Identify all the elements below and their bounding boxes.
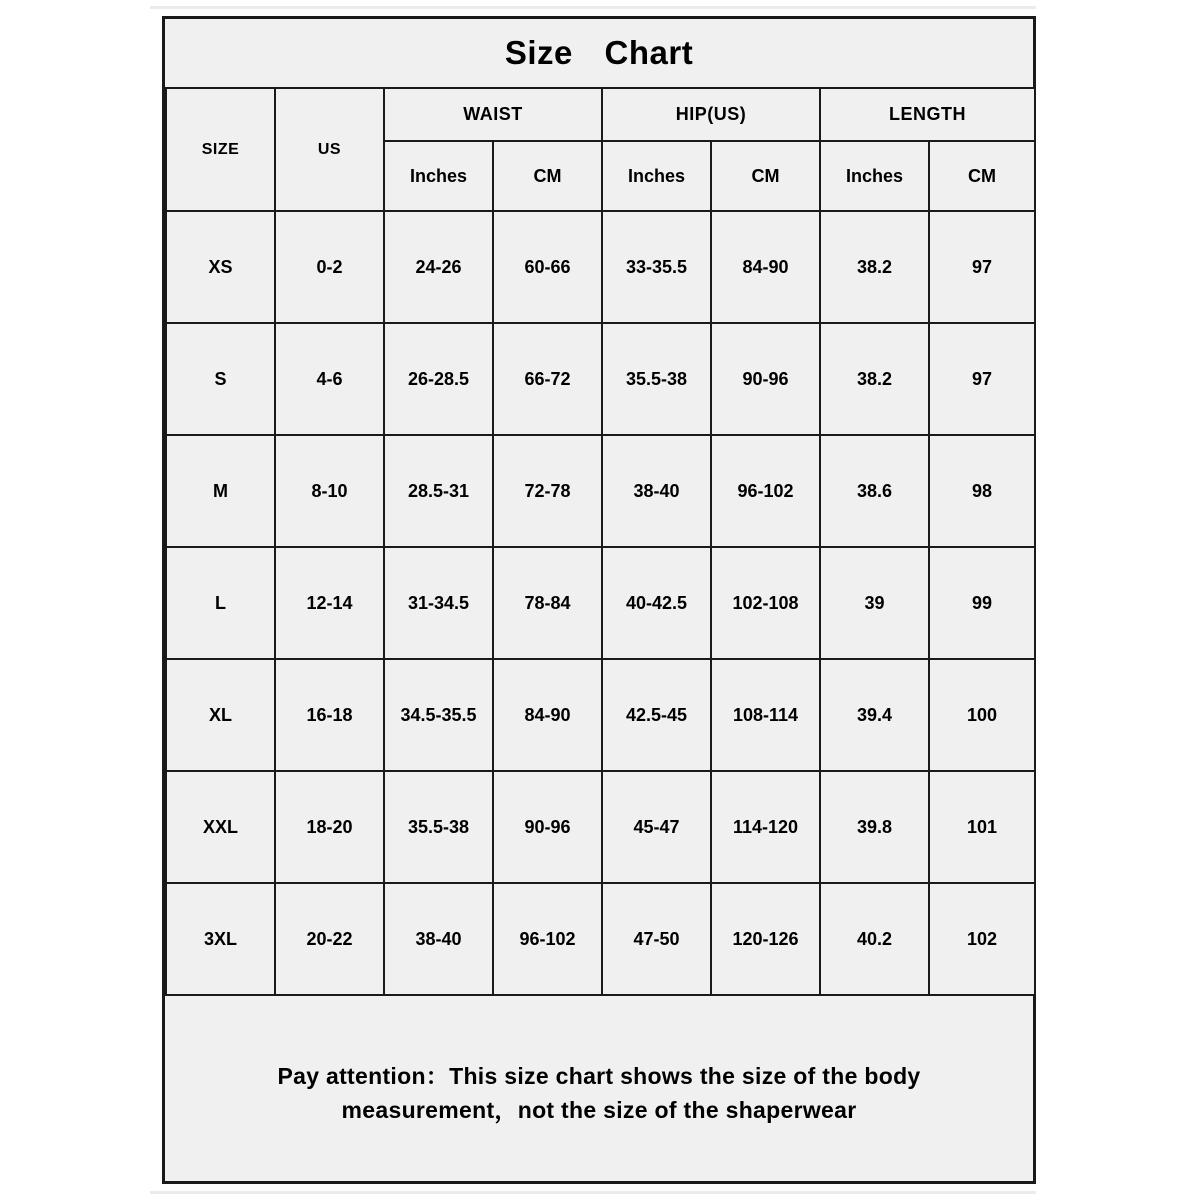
cell-length-cm: 100	[929, 659, 1035, 771]
cell-waist-inches: 34.5-35.5	[384, 659, 493, 771]
header-size: SIZE	[166, 88, 275, 211]
cell-hip-cm: 102-108	[711, 547, 820, 659]
cell-us: 20-22	[275, 883, 384, 995]
header-length: LENGTH	[820, 88, 1035, 141]
cell-length-inches: 39.4	[820, 659, 929, 771]
cell-length-cm: 97	[929, 323, 1035, 435]
attention-note	[165, 1059, 1033, 1127]
table-row	[166, 659, 1035, 771]
bottom-divider	[150, 1191, 1036, 1194]
header-length-inches: Inches	[820, 141, 929, 211]
cell-hip-cm: 90-96	[711, 323, 820, 435]
cell-waist-cm: 78-84	[493, 547, 602, 659]
cell-hip-inches: 42.5-45	[602, 659, 711, 771]
cell-hip-inches: 35.5-38	[602, 323, 711, 435]
cell-waist-cm: 96-102	[493, 883, 602, 995]
cell-size: XXL	[166, 771, 275, 883]
header-waist-inches: Inches	[384, 141, 493, 211]
cell-waist-cm: 72-78	[493, 435, 602, 547]
cell-waist-inches: 31-34.5	[384, 547, 493, 659]
cell-length-inches: 39	[820, 547, 929, 659]
cell-hip-cm: 96-102	[711, 435, 820, 547]
header-hip-cm: CM	[711, 141, 820, 211]
cell-size: S	[166, 323, 275, 435]
cell-us: 8-10	[275, 435, 384, 547]
table-row	[166, 883, 1035, 995]
cell-size: XS	[166, 211, 275, 323]
cell-waist-inches: 26-28.5	[384, 323, 493, 435]
cell-waist-inches: 24-26	[384, 211, 493, 323]
cell-waist-cm: 84-90	[493, 659, 602, 771]
cell-hip-inches: 45-47	[602, 771, 711, 883]
cell-hip-inches: 40-42.5	[602, 547, 711, 659]
header-hip-inches: Inches	[602, 141, 711, 211]
table-row	[166, 547, 1035, 659]
cell-hip-cm: 120-126	[711, 883, 820, 995]
note-line-1: Pay attention：This size chart shows the size of the body	[277, 1063, 921, 1089]
cell-length-cm: 102	[929, 883, 1035, 995]
table-row	[166, 771, 1035, 883]
cell-length-cm: 101	[929, 771, 1035, 883]
cell-length-inches: 39.8	[820, 771, 929, 883]
cell-length-inches: 38.2	[820, 211, 929, 323]
cell-us: 18-20	[275, 771, 384, 883]
table-row	[166, 323, 1035, 435]
cell-hip-cm: 84-90	[711, 211, 820, 323]
cell-hip-cm: 114-120	[711, 771, 820, 883]
cell-us: 0-2	[275, 211, 384, 323]
cell-waist-inches: 35.5-38	[384, 771, 493, 883]
header-length-cm: CM	[929, 141, 1035, 211]
table-row	[166, 211, 1035, 323]
cell-waist-cm: 90-96	[493, 771, 602, 883]
header-us: US	[275, 88, 384, 211]
cell-hip-inches: 33-35.5	[602, 211, 711, 323]
cell-length-cm: 98	[929, 435, 1035, 547]
cell-waist-cm: 60-66	[493, 211, 602, 323]
cell-length-inches: 38.6	[820, 435, 929, 547]
cell-us: 12-14	[275, 547, 384, 659]
cell-hip-inches: 47-50	[602, 883, 711, 995]
header-hip: HIP(US)	[602, 88, 820, 141]
cell-size: XL	[166, 659, 275, 771]
cell-length-inches: 38.2	[820, 323, 929, 435]
top-divider	[150, 6, 1036, 9]
header-waist: WAIST	[384, 88, 602, 141]
cell-size: 3XL	[166, 883, 275, 995]
cell-hip-cm: 108-114	[711, 659, 820, 771]
cell-us: 4-6	[275, 323, 384, 435]
cell-hip-inches: 38-40	[602, 435, 711, 547]
header-waist-cm: CM	[493, 141, 602, 211]
size-table	[165, 87, 1036, 996]
size-chart-frame	[162, 16, 1036, 1184]
cell-us: 16-18	[275, 659, 384, 771]
cell-waist-cm: 66-72	[493, 323, 602, 435]
cell-waist-inches: 28.5-31	[384, 435, 493, 547]
cell-size: L	[166, 547, 275, 659]
cell-size: M	[166, 435, 275, 547]
table-row	[166, 435, 1035, 547]
chart-title: Size Chart	[504, 34, 694, 71]
cell-length-cm: 97	[929, 211, 1035, 323]
note-line-2: measurement，not the size of the shaperwear	[341, 1097, 857, 1123]
cell-length-cm: 99	[929, 547, 1035, 659]
cell-waist-inches: 38-40	[384, 883, 493, 995]
cell-length-inches: 40.2	[820, 883, 929, 995]
